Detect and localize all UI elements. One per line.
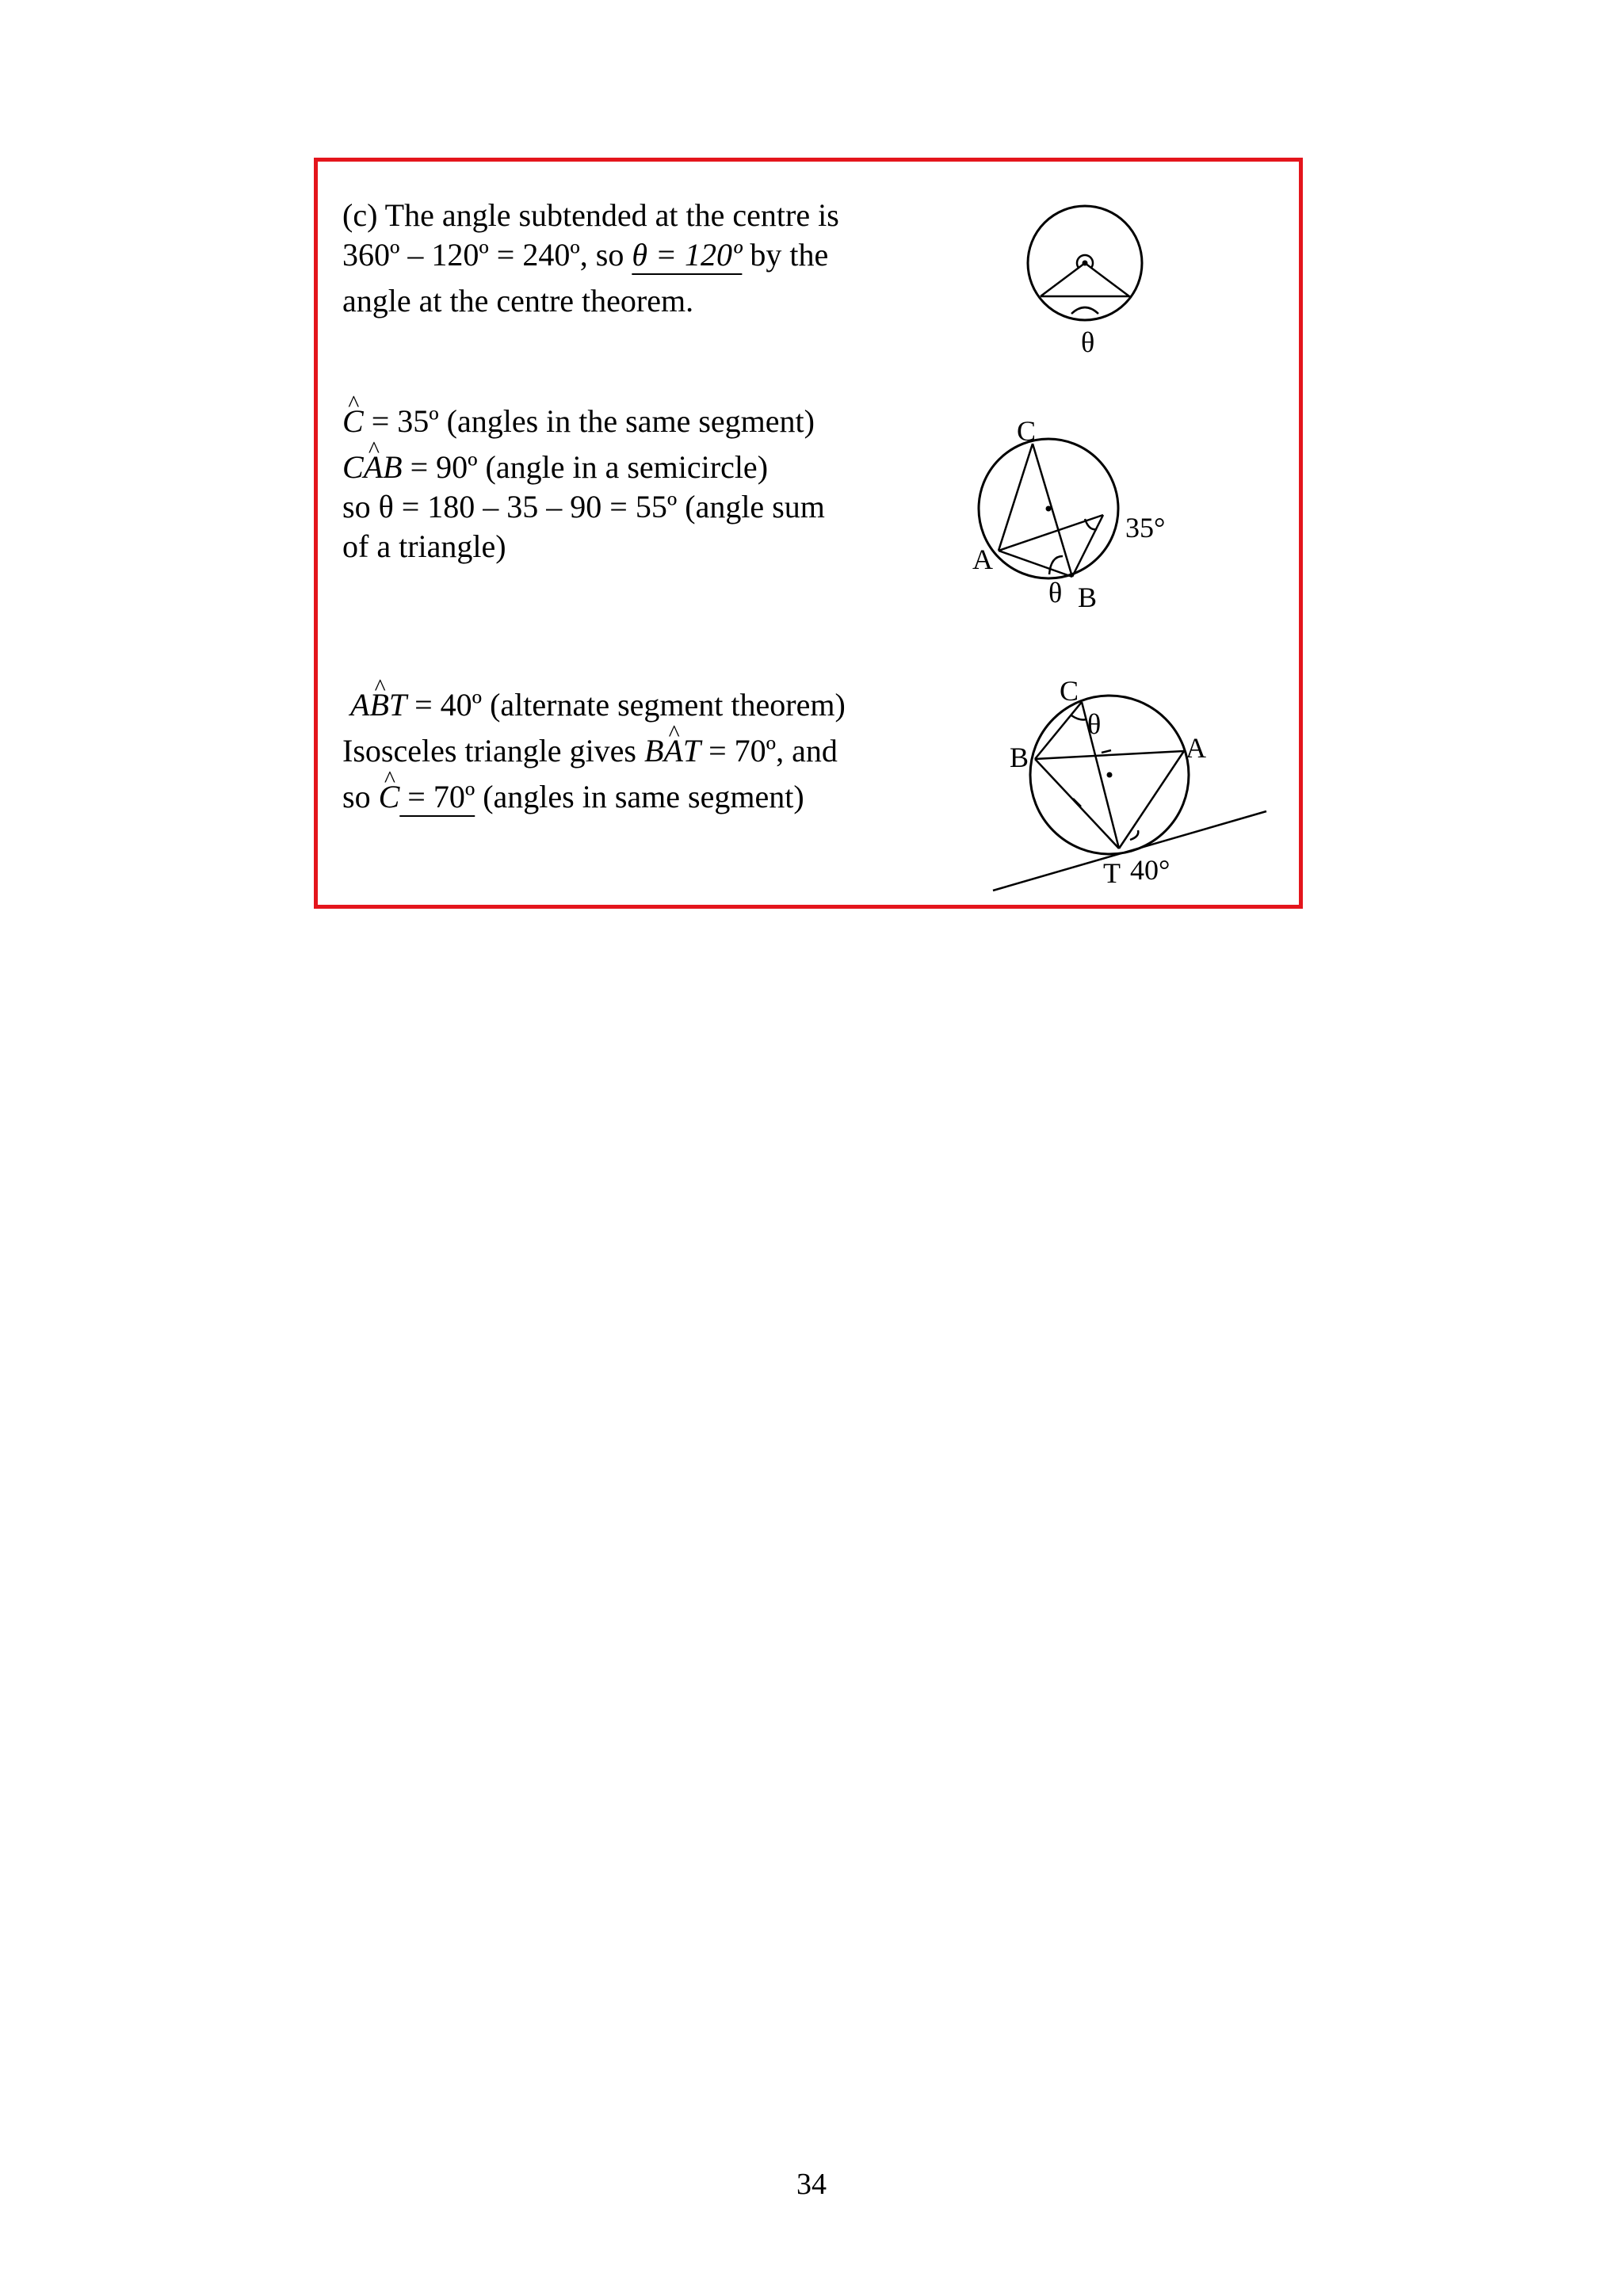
solution-1-line-2a: 360º – 120º = 240º, so	[342, 237, 632, 273]
bat-a-symbol: ^ A	[663, 732, 682, 770]
figure-3-theta-arc	[1071, 715, 1086, 719]
figure-2-circle-diagram	[967, 412, 1173, 618]
solution-2-line-1	[342, 402, 825, 442]
cab-b-symbol: B	[383, 449, 403, 485]
figure-2-label-c: C	[1017, 415, 1037, 447]
figure-2-label-theta: θ	[1048, 577, 1063, 608]
solution-1-line-1: (c) The angle subtended at the centre is	[342, 197, 839, 233]
figure-2-chord-ab	[999, 551, 1072, 577]
bat-b-symbol: B	[644, 733, 664, 769]
solution-2-line-2	[342, 448, 825, 488]
figure-2-label-b: B	[1078, 582, 1098, 613]
solution-2-text	[342, 402, 825, 567]
cab-c-symbol: C	[342, 449, 364, 485]
c-hat-70-value: = 70º	[399, 779, 475, 814]
figure-3-chord-cb	[1035, 702, 1082, 759]
figure-2-chord-cb	[1033, 444, 1072, 577]
bat-t-symbol: T	[682, 733, 701, 769]
figure-2-label-35: 35°	[1125, 512, 1166, 543]
figure-3-chord-ba	[1035, 751, 1184, 759]
figure-3-tick-mark-2	[1073, 799, 1081, 807]
solution-3-line-1	[342, 686, 846, 726]
figure-1-theta-arc	[1071, 307, 1098, 314]
figure-1-theta-label: θ	[1081, 326, 1095, 358]
figure-3-label-c: C	[1060, 675, 1079, 707]
solution-3-line-2a: Isosceles triangle gives	[342, 733, 644, 769]
solution-2-line-4: of a triangle)	[342, 528, 506, 564]
solution-3-line-1-text: = 40º (alternate segment theorem)	[407, 687, 846, 723]
solution-3-line-3	[342, 778, 846, 818]
solution-2-line-1-text: = 35º (angles in the same segment)	[363, 403, 815, 439]
c-hat-70-symbol: ^ C	[379, 778, 400, 816]
figure-3-chord-at	[1119, 751, 1184, 849]
figure-3-tick-mark-1	[1102, 750, 1111, 753]
figure-3-label-a: A	[1186, 732, 1206, 764]
solution-1-line-2	[342, 236, 839, 276]
solution-3-line-3a: so	[342, 779, 379, 814]
solution-2-line-3: so θ = 180 – 35 – 90 = 55º (angle sum	[342, 489, 825, 524]
solution-3-text	[342, 686, 846, 818]
solution-1-line-2c: by the	[742, 237, 829, 273]
solution-1-line-3: angle at the centre theorem.	[342, 283, 694, 318]
solution-3-line-2	[342, 732, 846, 772]
figure-3-centre	[1107, 772, 1113, 778]
abt-t-symbol: T	[388, 687, 407, 723]
figure-3-label-b: B	[1010, 742, 1029, 773]
page-number: 34	[796, 2168, 827, 2201]
solution-3-line-2-text: = 70º, and	[701, 733, 838, 769]
solution-3-line-3c: (angles in same segment)	[475, 779, 804, 814]
figure-2-chord-ca	[999, 444, 1033, 551]
solution-2-line-2-text: = 90º (angle in a semicircle)	[402, 449, 769, 485]
c-hat-symbol: ^ C	[342, 402, 364, 441]
solution-3-answer	[379, 779, 475, 814]
solution-1-answer: θ = 120º	[632, 237, 743, 273]
abt-b-symbol: ^ B	[369, 686, 388, 724]
abt-a-symbol: A	[350, 687, 370, 723]
figure-3-circle-diagram	[983, 672, 1276, 900]
cab-a-symbol: ^ A	[364, 448, 383, 486]
figure-2-label-a: A	[972, 543, 993, 575]
figure-3-label-t: T	[1103, 857, 1121, 889]
figure-3-label-40: 40°	[1130, 854, 1170, 886]
figure-3-label-theta: θ	[1087, 708, 1102, 740]
solution-1-text	[342, 196, 839, 322]
figure-1-chords	[1041, 263, 1129, 296]
figure-1-circle-diagram	[1014, 196, 1157, 363]
